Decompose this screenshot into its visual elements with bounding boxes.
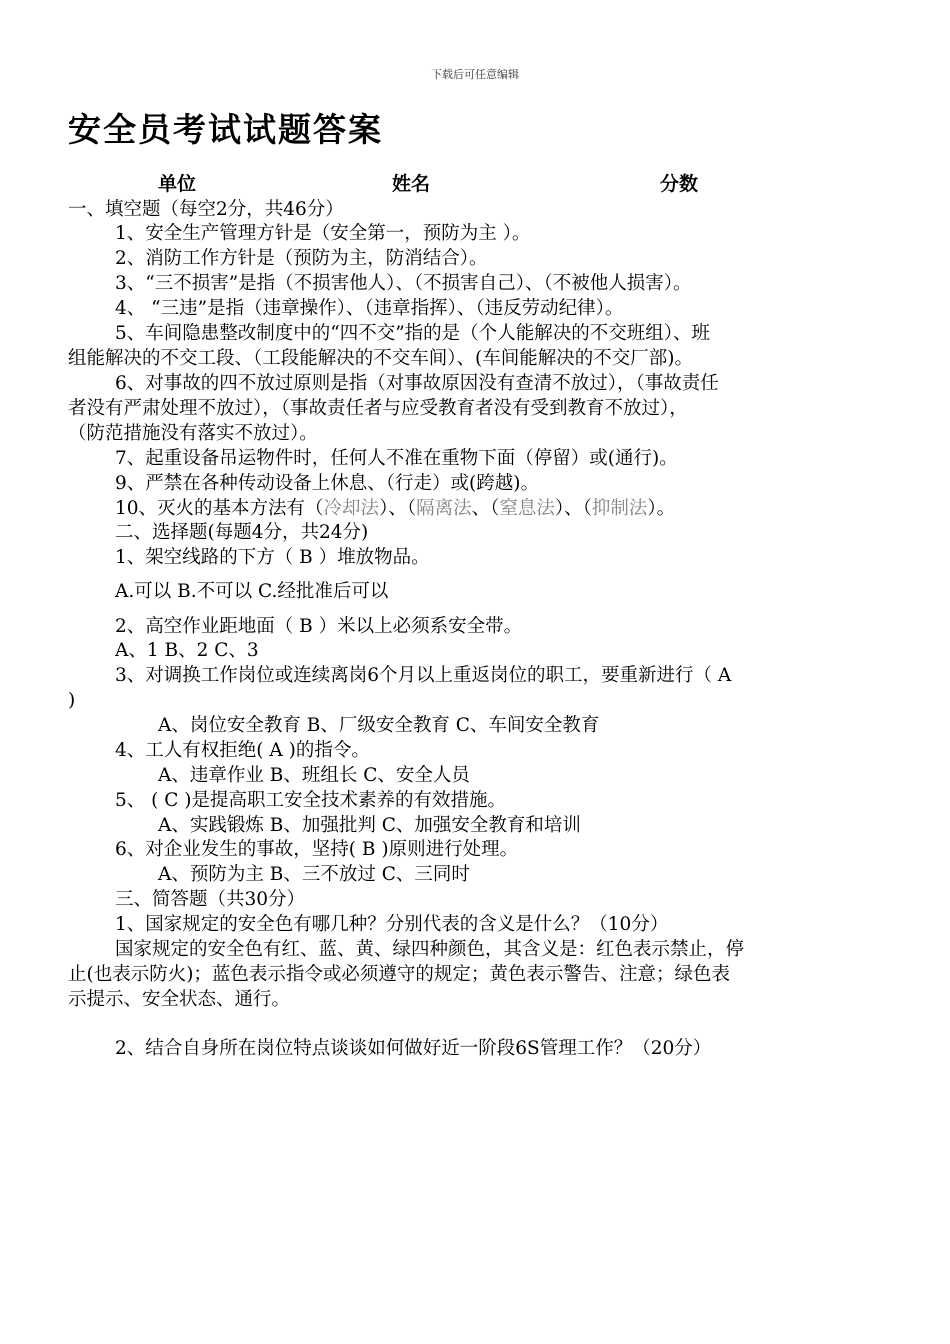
field-unit-label: 单位 [158,173,197,195]
question-line: 2、结合自身所在岗位特点谈谈如何做好近一阶段6S管理工作？（20分） [115,1038,712,1059]
option-line: A、实践锻炼 B、加强批判 C、加强安全教育和培训 [158,815,581,836]
question-line: 1、国家规定的安全色有哪几种？分别代表的含义是什么？（10分） [115,914,669,935]
question-line: 2、消防工作方针是（预防为主，防消结合）。 [115,248,488,269]
question-line: ) [68,690,76,711]
q10-prefix: 10、灭火的基本方法有（ [115,498,324,519]
question-line: 7、起重设备吊运物件时，任何人不准在重物下面（停留）或(通行)。 [115,448,678,469]
q10-sep-1: ）、（ [379,498,417,519]
q10-answer-4: 抑制法 [591,498,648,519]
answer-line: 示提示、安全状态、通行。 [68,989,291,1010]
question-line: 3、“三不损害”是指（不损害他人）、（不损害自己）、（不被他人损害）。 [115,273,692,294]
option-line: A.可以 B.不可以 C.经批准后可以 [115,581,389,602]
q10-answer-3: 窒息法 [499,498,555,519]
document-title: 安全员考试试题答案 [68,110,383,149]
section-heading-short-answer: 三、简答题（共30分） [115,889,306,910]
option-line: A、1 B、2 C、3 [115,640,259,661]
question-line: 者没有严肃处理不放过），（事故责任者与应受教育者没有受到教育不放过）， [68,398,688,419]
field-name-label: 姓名 [392,173,431,195]
question-line: 1、架空线路的下方（ B ）堆放物品。 [115,547,430,568]
question-line: 4、 “三违”是指（违章操作）、（违章指挥）、（违反劳动纪律）。 [115,298,624,319]
q10-suffix: ）。 [647,498,676,519]
question-line: 6、对企业发生的事故，坚持( B )原则进行处理。 [115,839,519,860]
question-line: 6、对事故的四不放过原则是指（对事故原因没有查清不放过），（事故责任 [115,373,719,394]
section-heading-choice: 二、选择题(每题4分，共24分) [115,522,369,543]
question-line: 4、工人有权拒绝( A )的指令。 [115,740,370,761]
q10-answer-2: 隔离法 [416,498,472,519]
question-line: 组能解决的不交工段、（工段能解决的不交车间）、(车间能解决的不交厂部)。 [68,348,693,369]
q10-sep-3: ）、（ [554,498,592,519]
section-heading-fill-in: 一、填空题（每空2分，共46分） [68,199,344,220]
header-note: 下载后可任意编辑 [431,68,519,81]
question-line: 9、严禁在各种传动设备上休息、（行走）或(跨越)。 [115,473,539,494]
question-line: 5、 ( C )是提高职工安全技术素养的有效措施。 [115,790,507,811]
option-line: A、违章作业 B、班组长 C、安全人员 [158,765,470,786]
q10-sep-2: 、（ [471,498,500,519]
question-line: 3、对调换工作岗位或连续离岗6个月以上重返岗位的职工，要重新进行（ A [115,665,732,686]
answer-line: 止(也表示防火)；蓝色表示指令或必须遵守的规定；黄色表示警告、注意；绿色表 [68,964,730,985]
field-score-label: 分数 [660,173,699,195]
question-line: （防范措施没有落实不放过）。 [68,423,318,444]
q10-answer-1: 冷却法 [323,498,380,519]
question-10-line [115,497,675,521]
question-line: 1、安全生产管理方针是（安全第一，预防为主 ）。 [115,223,531,244]
option-line: A、预防为主 B、三不放过 C、三同时 [158,864,470,885]
question-line: 2、高空作业距地面（ B ）米以上必须系安全带。 [115,616,523,637]
option-line: A、岗位安全教育 B、厂级安全教育 C、车间安全教育 [158,715,600,736]
question-line: 5、车间隐患整改制度中的“四不交”指的是（个人能解决的不交班组）、班 [115,323,710,344]
answer-line: 国家规定的安全色有红、蓝、黄、绿四种颜色，其含义是：红色表示禁止，停 [115,939,745,960]
